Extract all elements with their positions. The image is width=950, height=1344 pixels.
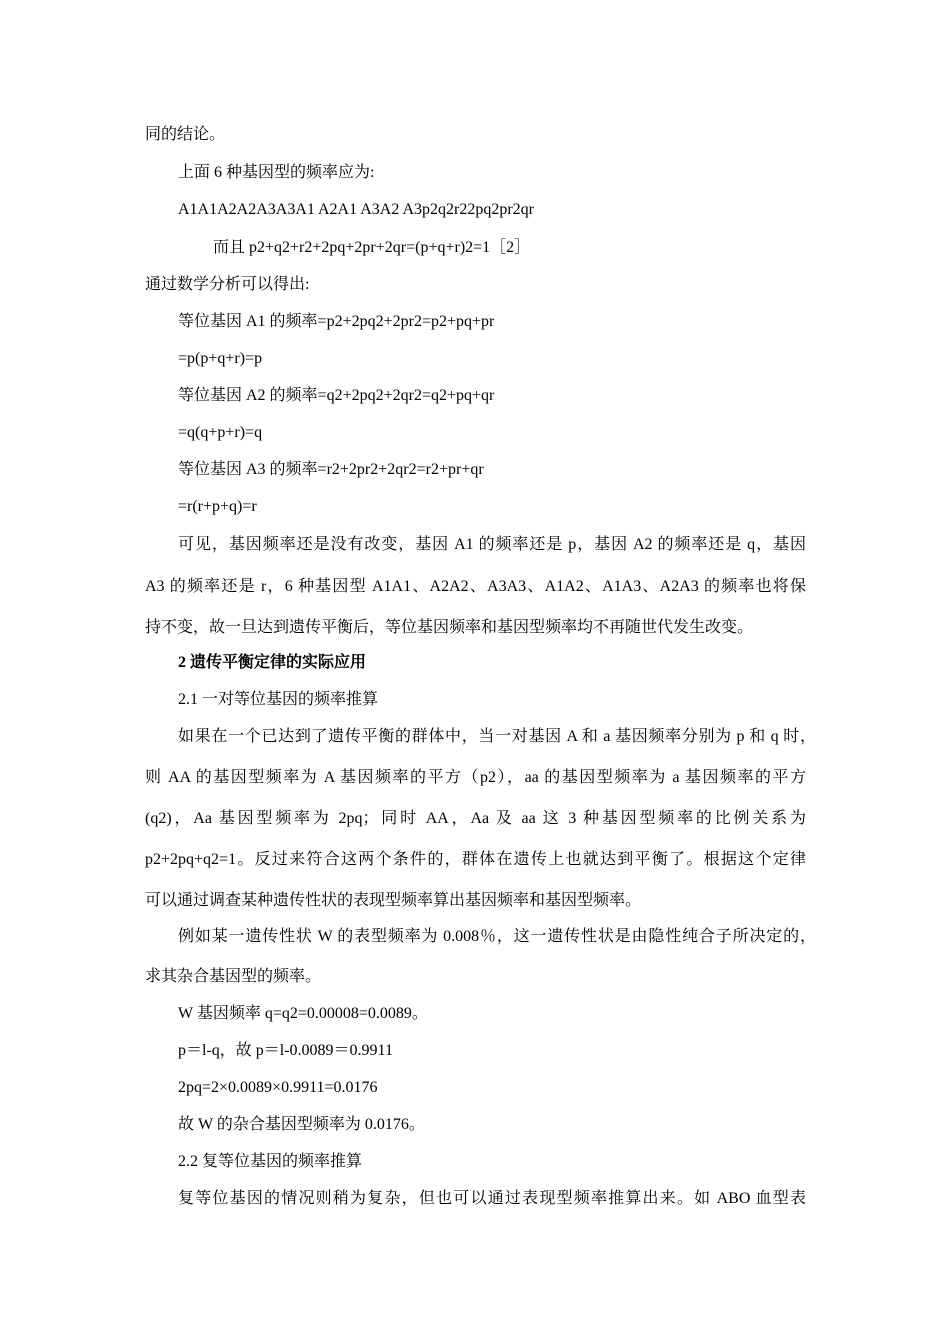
formula-line: 2pq=2×0.0089×0.9911=0.0176	[178, 1079, 378, 1096]
paragraph-line: 可以通过调查某种遗传性状的表现型频率算出基因频率和基因型频率。	[145, 892, 642, 909]
formula-line: A1A1A2A2A3A3A1 A2A1 A3A2 A3p2q2r22pq2pr2qr	[178, 201, 534, 218]
subsection-heading: 2.2 复等位基因的频率推算	[178, 1153, 363, 1170]
paragraph-line: p2+2pq+q2=1。反过来符合这两个条件的，群体在遗传上也就达到平衡了。根据这个定律	[145, 851, 806, 868]
text-line: 上面 6 种基因型的频率应为:	[178, 164, 375, 181]
subsection-heading: 2.1 一对等位基因的频率推算	[178, 691, 379, 708]
paragraph-line: 持不变，故一旦达到遗传平衡后，等位基因频率和基因型频率均不再随世代发生改变。	[145, 619, 754, 636]
text-line: 同的结论。	[145, 126, 226, 143]
formula-line: W 基因频率 q=q2=0.00008=0.0089。	[178, 1005, 428, 1022]
paragraph-line: 可见，基因频率还是没有改变，基因 A1 的频率还是 p，基因 A2 的频率还是 q，基因	[178, 536, 806, 553]
formula-line: 等位基因 A2 的频率=q2+2pq2+2qr2=q2+pq+qr	[178, 387, 495, 404]
formula-line: =p(p+q+r)=p	[178, 350, 263, 367]
paragraph-line: 求其杂合基因型的频率。	[145, 968, 322, 985]
formula-line: 等位基因 A1 的频率=p2+2pq2+2pr2=p2+pq+pr	[178, 313, 495, 330]
text-line: 通过数学分析可以得出:	[145, 276, 310, 293]
text-line: 故 W 的杂合基因型频率为 0.0176。	[178, 1116, 425, 1133]
formula-line: =q(q+p+r)=q	[178, 424, 263, 441]
paragraph-line: 如果在一个已达到了遗传平衡的群体中，当一对基因 A 和 a 基因频率分别为 p 和 q 时，	[178, 728, 816, 745]
formula-line: p＝l-q，故 p＝l-0.0089＝0.9911	[178, 1042, 393, 1059]
paragraph-line: A3 的频率还是 r，6 种基因型 A1A1、A2A2、A3A3、A1A2、A1A3、A2A3 的频率也将保	[145, 578, 806, 595]
formula-line: 等位基因 A3 的频率=r2+2pr2+2qr2=r2+pr+qr	[178, 461, 484, 478]
paragraph-line: 例如某一遗传性状 W 的表型频率为 0.008％，这一遗传性状是由隐性纯合子所决定的，	[178, 928, 816, 945]
paragraph-line: 则 AA 的基因型频率为 A 基因频率的平方（p2），aa 的基因型频率为 a 基因频率的平方	[145, 769, 806, 786]
formula-line: 而且 p2+q2+r2+2pq+2pr+2qr=(p+q+r)2=1［2］	[213, 239, 531, 256]
paragraph-line: (q2)，Aa 基因型频率为 2pq；同时 AA，Aa 及 aa 这 3 种基因型频率的比例关系为	[145, 810, 806, 827]
section-heading: 2 遗传平衡定律的实际应用	[178, 654, 367, 671]
paragraph-line: 复等位基因的情况则稍为复杂，但也可以通过表现型频率推算出来。如 ABO 血型表	[178, 1190, 806, 1207]
formula-line: =r(r+p+q)=r	[178, 498, 257, 515]
